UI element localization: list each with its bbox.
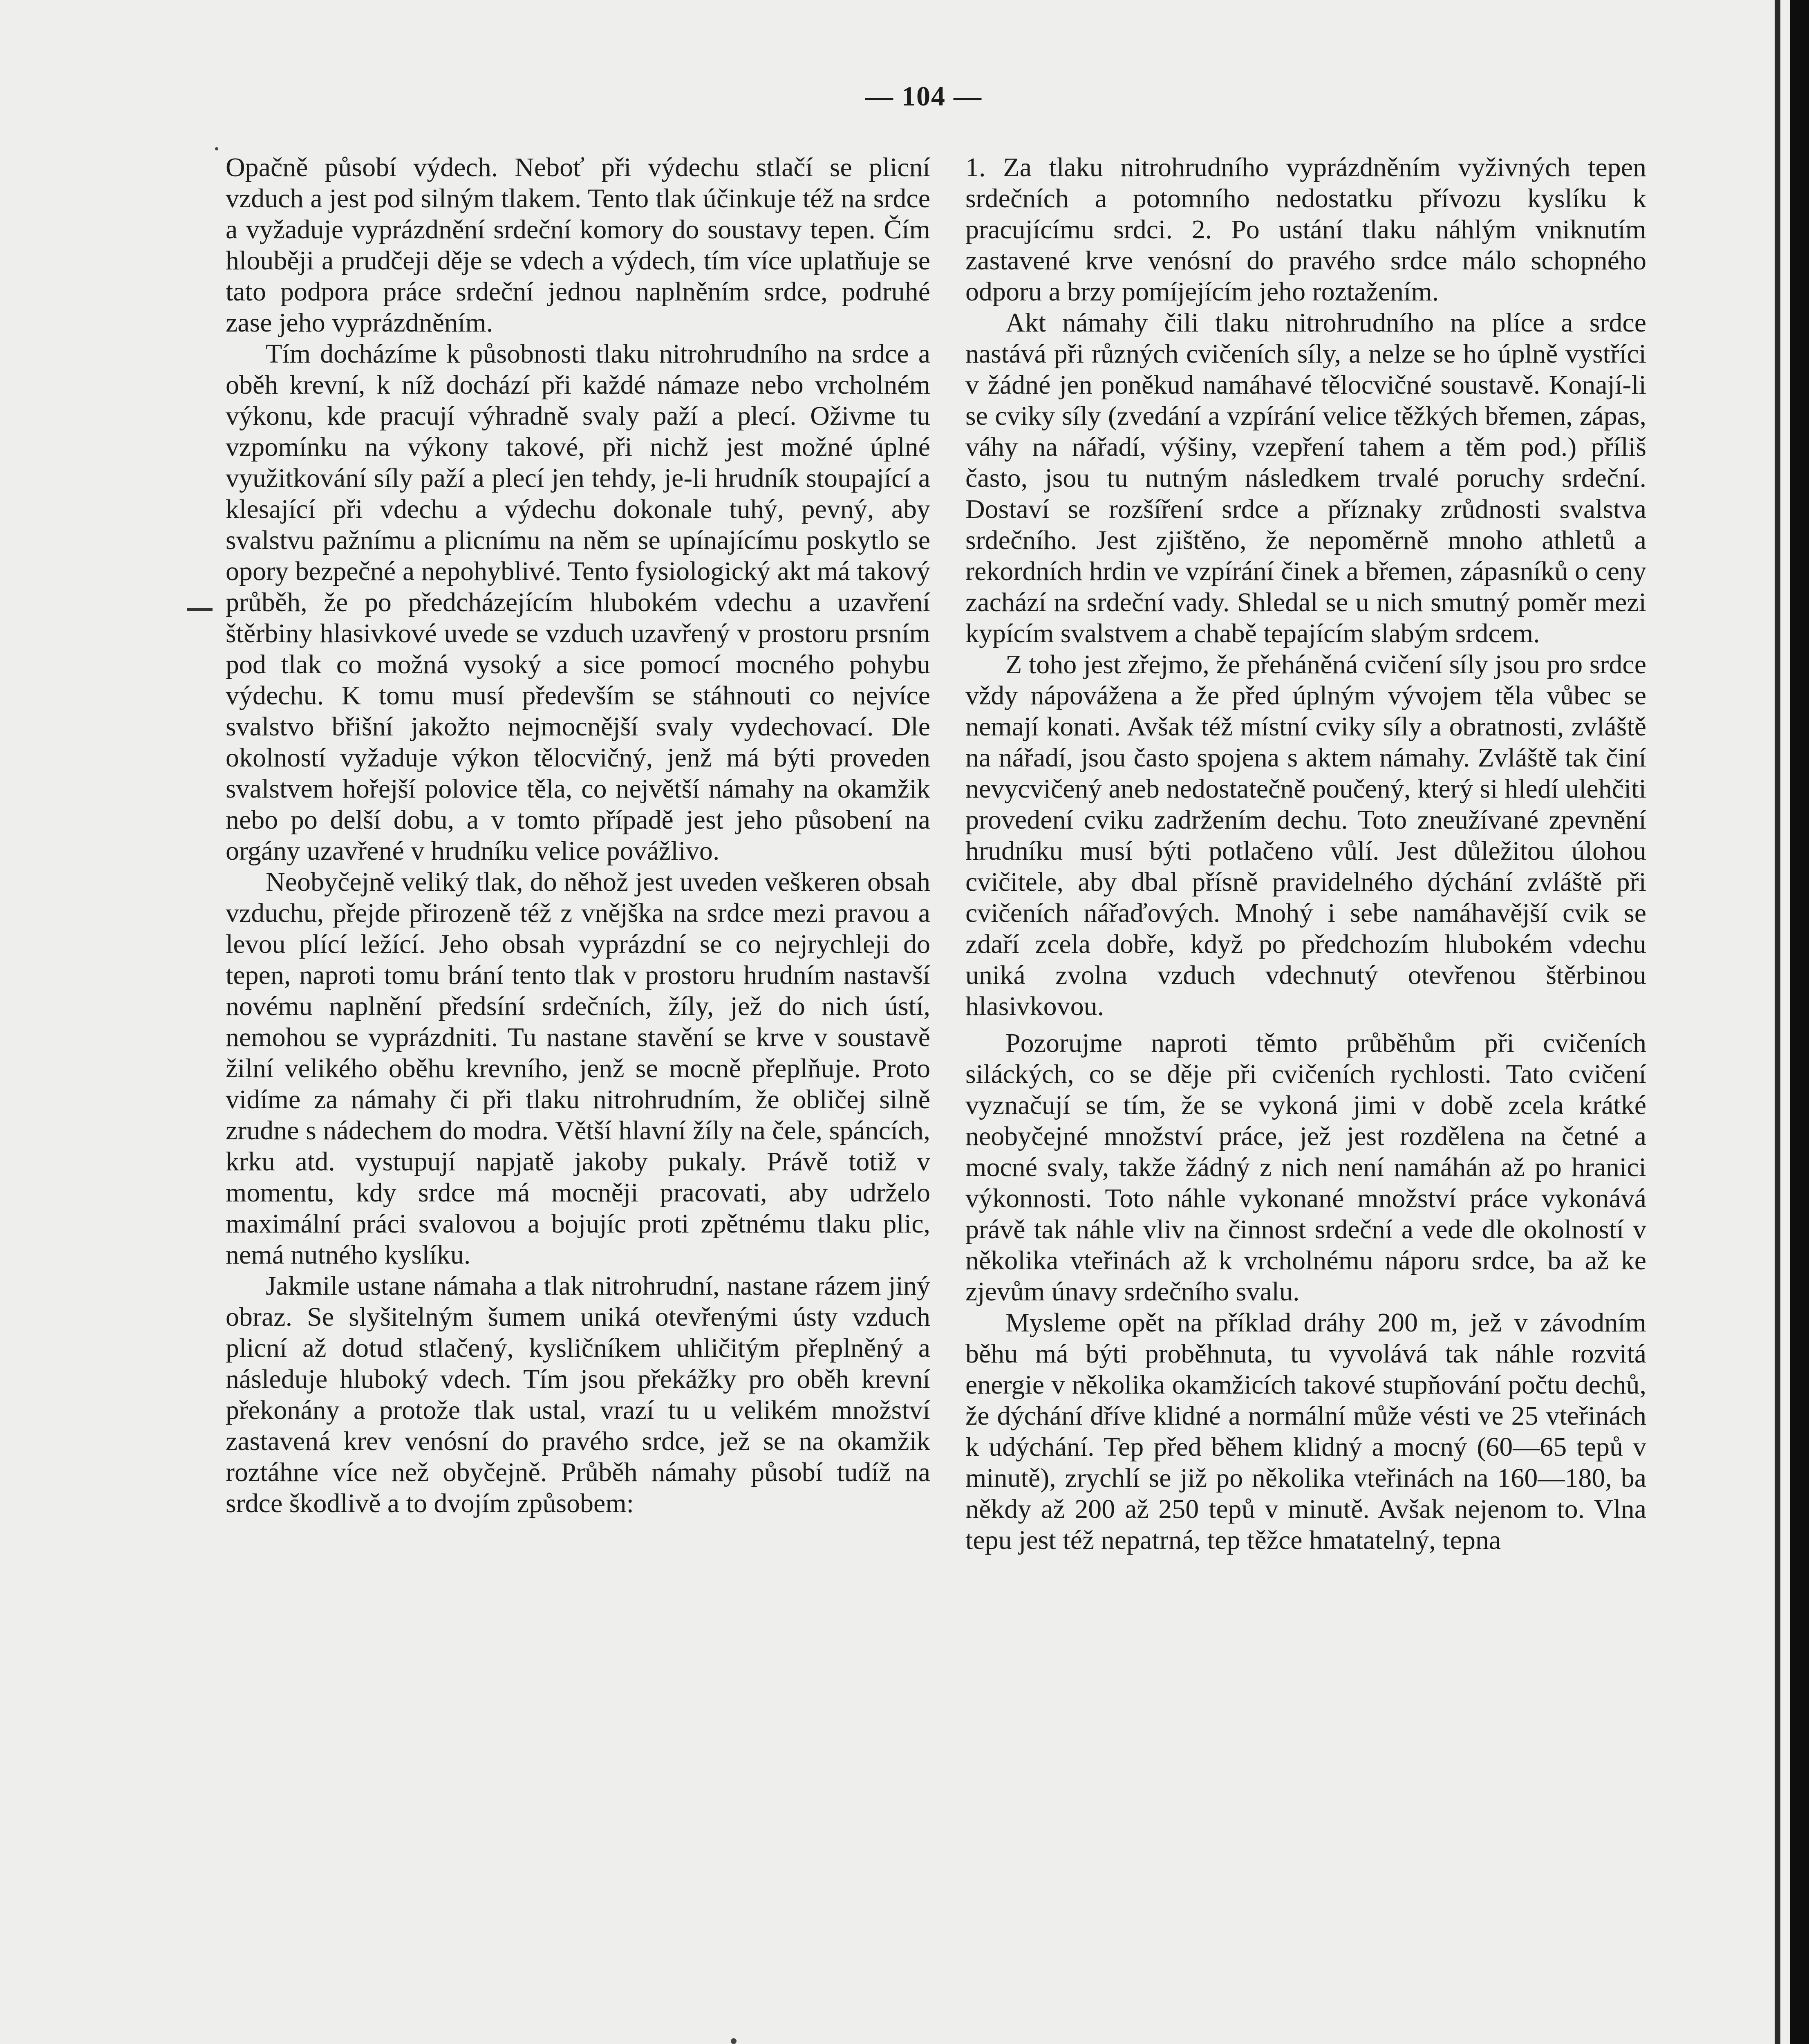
paragraph: Z toho jest zřejmo, že přeháněná cvičení síly jsou pro srdce vždy nápovážena a že před úplným vývojem těla vůbec se nemají konati. Avšak též místní cviky síly a obratnosti, zvláště na nářadí, jsou často spojena s aktem námahy. Zvláště tak činí nevycvičený aneb nedostatečně poučený, který si hledí ulehčiti provedení cviku zadržením dechu. Toto zneužívané zpevnění hrudníku musí býti potlačeno vůlí. Jest důležitou úlohou cvičitele, aby dbal přísně pravidelného dýchání zvláště při cvičeních nářaďových. Mnohý i sebe namáhavější cvik se zdaří zcela dobře, když po předchozím hlubokém vdechu uniká zvolna vzduch vdechnutý otevřenou štěrbinou hlasivkovou. xyxy=(965,650,1646,1021)
paragraph: Akt námahy čili tlaku nitrohrudního na plíce a srdce nastává při různých cvičeních síly, a nelze se ho úplně vystříci v žádné jen poněkud namáhavé tělocvičné soustavě. Konají-li se cviky síly (zvedání a vzpírání velice těžkých břemen, zápas, váhy na nářadí, výšiny, vzepření tahem a těm pod.) příliš často, jsou tu nutným následkem trvalé poruchy srdeční. Dostaví se rozšíření srdce a příznaky zrůdnosti svalstva srdečního. Jest zjištěno, že nepoměrně mnoho athletů a rekordních hrdin ve vzpírání činek a břemen, zápasníků o ceny zachází na srdeční vady. Shledal se u nich smutný poměr mezi kypícím svalstvem a chabě tepajícím slabým srdcem. xyxy=(965,308,1646,648)
paragraph: Tím docházíme k působnosti tlaku nitrohrudního na srdce a oběh krevní, k níž dochází při každé námaze nebo vrcholném výkonu, kde pracují výhradně svaly paží a plecí. Oživme tu vzpomínku na výkony takové, při nichž jest možné úplné využitkování síly paží a plecí jen tehdy, je-li hrudník stoupající a klesající při vdechu a výdechu dokonale tuhý, pevný, aby svalstvu pažnímu a plicnímu na něm se upínajícímu poskytlo se opory bezpečné a nepohyblivé. Tento fysiologický akt má takový průběh, že po předcházejícím hlubokém vdechu a uzavření štěrbiny hlasivkové uvede se vzduch uzavřený v prostoru prsním pod tlak co možná vysoký a sice pomocí mocného pohybu výdechu. K tomu musí především se stáhnouti co nejvíce svalstvo břišní jakožto nejmocnější svaly vydechovací. Dle okolností vyžaduje výkon tělocvičný, jenž má býti proveden svalstvem hořejší polovice těla, co největší námahy na okamžik nebo po delší dobu, a v tomto případě jest jeho působení na orgány uzavřené v hrudníku velice povážlivo. xyxy=(226,339,930,866)
paragraph: Neobyčejně veliký tlak, do něhož jest uveden veškeren obsah vzduchu, přejde přirozeně též z vnějška na srdce mezi pravou a levou plící ležící. Jeho obsah vyprázdní se co nejrychleji do tepen, naproti tomu brání tento tlak v prostoru hrudním nastavší novému naplnění předsíní srdečních, žíly, jež do nich ústí, nemohou se vyprázdniti. Tu nastane stavění se krve v soustavě žilní velikého oběhu krevního, jenž se mocně přeplňuje. Proto vidíme za námahy či při tlaku nitrohrudním, že obličej silně zrudne s nádechem do modra. Větší hlavní žíly na čele, spáncích, krku atd. vystupují napjatě jakoby pukaly. Právě totiž v momentu, kdy srdce má mocněji pracovati, aby udrželo maximální práci svalovou a bojujíc proti zpětnému tlaku plic, nemá nutného kyslíku. xyxy=(226,867,930,1270)
margin-mark xyxy=(187,608,213,611)
paragraph: Opačně působí výdech. Neboť při výdechu stlačí se plicní vzduch a jest pod silným tlakem. Tento tlak účinkuje též na srdce a vyžaduje vyprázdnění srdeční komory do soustavy tepen. Čím hlouběji a prudčeji děje se vdech a výdech, tím více uplatňuje se tato podpora práce srdeční jednou naplněním srdce, podruhé zase jeho vyprázdněním. xyxy=(226,152,930,338)
page-number: — 104 — xyxy=(865,81,982,112)
scan-edge-right xyxy=(1790,0,1809,2044)
paragraph: Jakmile ustane námaha a tlak nitrohrudní, nastane rázem jiný obraz. Se slyšitelným šumem uniká otevřenými ústy vzduch plicní až dotud stlačený, kysličníkem uhličitým přeplněný a následuje hluboký vdech. Tím jsou překážky pro oběh krevní překonány a protože tlak ustal, vrazí tu u velikém množství zastavená krev venósní do pravého srdce, jež se na okamžik roztáhne více než obyčejně. Průběh námahy působí tudíž na srdce škodlivě a to dvojím způsobem: xyxy=(226,1271,930,1518)
dust-speck xyxy=(731,2038,737,2044)
left-column xyxy=(226,152,930,1519)
scan-edge-shadow xyxy=(1775,0,1780,2044)
paragraph: 1. Za tlaku nitrohrudního vyprázdněním vyživných tepen srdečních a potomního nedostatku přívozu kyslíku k pracujícímu srdci. 2. Po ustání tlaku náhlým vniknutím zastavené krve venósní do pravého srdce málo schopného odporu a brzy pomíjejícím jeho roztažením. xyxy=(965,152,1646,307)
paragraph: Mysleme opět na příklad dráhy 200 m, jež v závodním běhu má býti proběhnuta, tu vyvolává tak náhle rozvitá energie v několika okamžicích takové stupňování počtu dechů, že dýchání dříve klidné a normální může vésti ve 25 vteřinách k udýchání. Tep před během klidný a mocný (60—65 tepů v minutě), zrychlí se již po několika vteřinách na 160—180, ba někdy až 200 až 250 tepů v minutě. Avšak nejenom to. Vlna tepu jest též nepatrná, tep těžce hmatatelný, tepna xyxy=(965,1308,1646,1555)
right-column xyxy=(965,152,1646,1556)
paragraph: Pozorujme naproti těmto průběhům při cvičeních siláckých, co se děje při cvičeních rychlosti. Tato cvičení vyznačují se tím, že se vykoná jimi v době zcela krátké neobyčejné množství práce, jež jest rozdělena na četné a mocné svaly, takže žádný z nich není namáhán až po hranici výkonnosti. Toto náhle vykonané množství práce vykonává právě tak náhle vliv na činnost srdeční a vede dle okolností v několika vteřinách až k vrcholnému náporu srdce, ba až ke zjevům únavy srdečního svalu. xyxy=(965,1028,1646,1307)
dust-speck xyxy=(215,147,218,150)
